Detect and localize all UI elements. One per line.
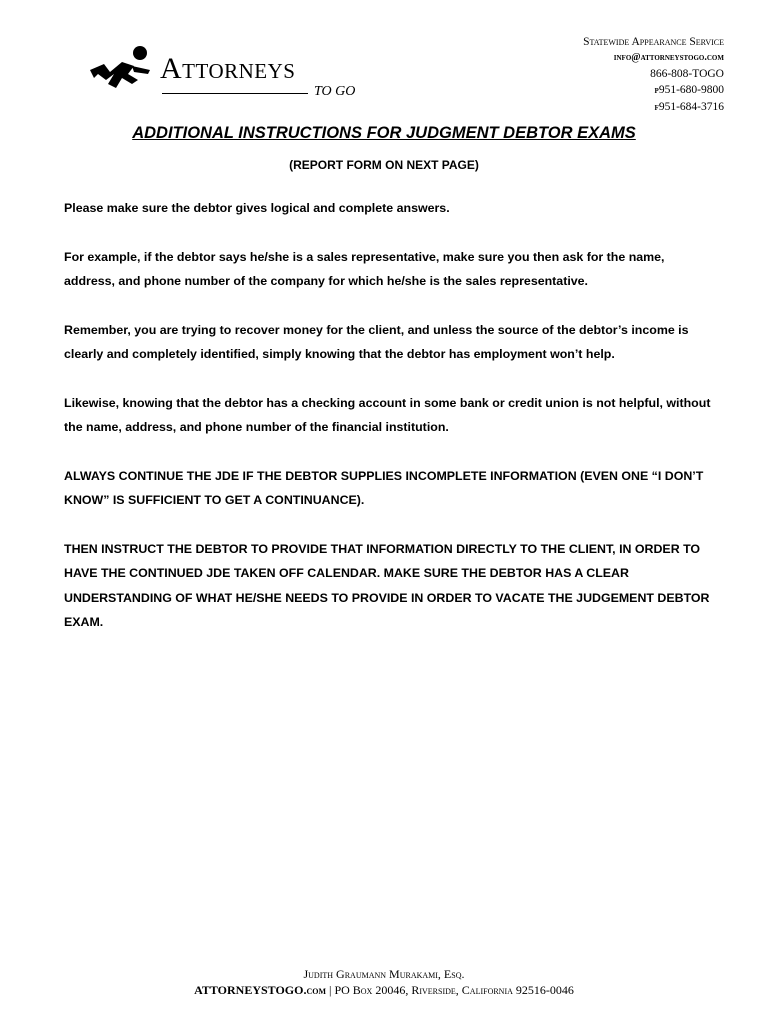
contact-phone-number: 951-680-9800 xyxy=(658,84,724,96)
paragraph: ALWAYS CONTINUE THE JDE IF THE DEBTOR SUPPLIES INCOMPLETE INFORMATION (EVEN ONE “I DON’T KNOW” IS SUFFICIENT TO GET A CONTINUANCE). xyxy=(64,468,704,507)
contact-fax-line xyxy=(583,99,724,116)
document-subtitle: (REPORT FORM ON NEXT PAGE) xyxy=(289,158,479,172)
paragraph: For example, if the debtor says he/she is a sales representative, make sure you then ask for the name, address, and phone number of the company for which he/she is the sales representative. xyxy=(64,249,665,288)
document-title: ADDITIONAL INSTRUCTIONS FOR JUDGMENT DEBTOR EXAMS xyxy=(132,124,636,142)
logo-wordmark: Attorneys xyxy=(160,52,296,85)
running-figure-icon xyxy=(88,44,160,100)
paragraph: Likewise, knowing that the debtor has a checking account in some bank or credit union is not helpful, without the name, address, and phone number of the financial institution. xyxy=(64,395,711,434)
phone-label: p xyxy=(654,85,659,96)
contact-email[interactable]: info@attorneystogo.com xyxy=(613,52,724,63)
paragraph: THEN INSTRUCT THE DEBTOR TO PROVIDE THAT INFORMATION DIRECTLY TO THE CLIENT, IN ORDER TO HAVE THE CONTINUED JDE TAKEN OFF CALENDAR. MAKE SURE THE DEBTOR HAS A CLEAR UNDERSTANDING OF WHAT HE/SHE NEEDS TO PROVIDE IN ORDER TO VACATE THE JUDGEMENT DEBTOR EXAM. xyxy=(64,541,710,629)
footer-separator: | xyxy=(329,983,332,997)
service-name: Statewide Appearance Service xyxy=(583,36,724,48)
footer-site-tld: .com xyxy=(303,983,327,997)
fax-label: f xyxy=(654,102,659,113)
contact-phone: 866-808-TOGO xyxy=(650,68,724,80)
contact-fax-number: 951-684-3716 xyxy=(658,101,724,113)
footer-site-name: ATTORNEYSTOGO xyxy=(194,983,304,997)
footer-attorney-name: Judith Graumann Murakami, Esq. xyxy=(303,967,465,981)
document-body xyxy=(64,196,714,659)
paragraph: Remember, you are trying to recover money for the client, and unless the source of the debtor’s income is clearly and completely identified, simply knowing that the debtor has employment won’t help. xyxy=(64,322,689,361)
footer-address-line xyxy=(0,982,768,998)
logo-tagline: TO GO xyxy=(314,84,356,99)
footer-address: PO Box 20046, Riverside, California 92516-0046 xyxy=(334,983,574,997)
contact-block xyxy=(583,34,724,116)
page-footer xyxy=(0,966,768,998)
paragraph: Please make sure the debtor gives logical and complete answers. xyxy=(64,201,450,215)
company-logo xyxy=(88,44,378,100)
logo-divider xyxy=(162,93,308,94)
contact-phone-line xyxy=(583,82,724,99)
